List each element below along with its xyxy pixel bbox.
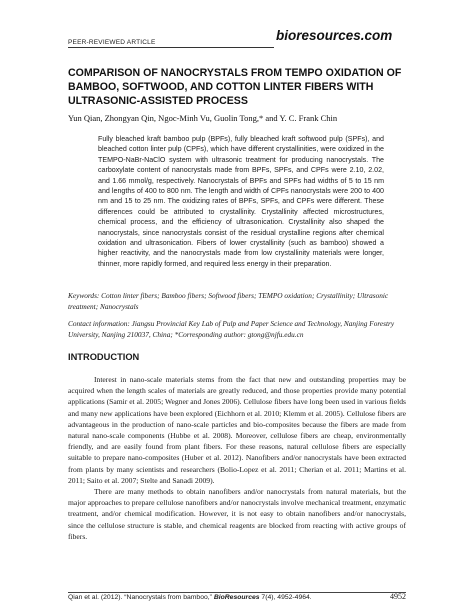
footer-citation	[68, 594, 312, 601]
journal-brand[interactable]: bioresources.com	[276, 28, 393, 43]
body-paragraph: Interest in nano-scale materials stems from the fact that new and outstanding properties may be acquired when the length scales of materials are greatly reduced, and those properties provide many potential applications (Samir et al. 2005; Wegner and Jones 2006). Cellulose fibers have long been used in various fields and many new applications have been explored (Eichhorn et al. 2010; Klemm et al. 2005). Cellulose fibers are advantageous in the production of nano-scale particles and bio-composites because the fibers are made from natural nano-scale components (Hubbe et al. 2008). Moreover, cellulose fibers are cheap, environmentally friendly, and are easily found from plant fibers. For these reasons, natural cellulose fibers are especially suitable to prepare nano-composites (Huber et al. 2012). Nanofibers and/or nanocrystals have been extracted from plants by many scientists and researchers (Bolio-Lopez et al. 2011; Cherian et al. 2011; Martins et al. 2011; Saito et al. 2007; Stelte and Sanadi 2009).	[68, 375, 406, 485]
journal-name: BioResources	[213, 594, 260, 601]
introduction-body	[68, 374, 406, 542]
header-rule	[68, 47, 274, 48]
page-number: 4952	[390, 592, 406, 601]
footer-rule	[68, 592, 406, 593]
keywords: Keywords: Cotton linter fibers; Bamboo fibers; Softwood fibers; TEMPO oxidation; Crystallinity; Ultrasonic treatment; Nanocrystals	[68, 291, 389, 311]
peer-reviewed-label: PEER-REVIEWED ARTICLE	[68, 39, 156, 46]
citation-prefix: Qian et al. (2012). “Nanocrystals from bamboo,”	[68, 594, 214, 601]
section-heading-introduction: INTRODUCTION	[68, 352, 140, 362]
citation-suffix: 7(4), 4952-4964.	[259, 594, 312, 601]
body-paragraph: There are many methods to obtain nanofibers and/or nanocrystals from natural materials, but the major approaches to prepare cellulose nanofibers and/or nanocrystals involve mechanical treatment, enzymatic treatment, and/or chemical modification. However, it is not easy to obtain nanofibers and/or nanocrystals, since the cellulose structure is stable, and chemical reagents are blocked from reacting with active groups of fibers.	[68, 487, 406, 541]
article-title: COMPARISON OF NANOCRYSTALS FROM TEMPO OXIDATION OF BAMBOO, SOFTWOOD, AND COTTON LINTER FIBERS WITH ULTRASONIC-ASSISTED PROCESS	[68, 67, 402, 107]
contact-information: Contact information: Jiangsu Provincial Key Lab of Pulp and Paper Science and Technology, Nanjing Forestry University, Nanjing 210037, China; *Corresponding author: gtong@njfu.edu.cn	[68, 319, 395, 339]
abstract: Fully bleached kraft bamboo pulp (BPFs), fully bleached kraft softwood pulp (SPFs), and bleached cotton linter pulp (CPFs), which have different crystallinities, were oxidized in the TEMPO-NaBr-NaClO system with ultrasonic treatment for producing nanocrystals. The carboxylate content of nanocrystals made from BPFs, SPFs, and CPFs were 2.10, 2.02, and 1.66 mmol/g, respectively. Nanocrystals of BPFs and SPFs had widths of 5 to 15 nm and lengths of 400 to 800 nm. The length and width of CPFs nanocrystals were 200 to 400 nm and 15 to 25 nm. The oxidizing rates of BPFs, SPFs, and CPFs were different. These differences could be attributed to crystallinity. Crystallinity affected microstructures, chemical process, and the efficiency of ultrasonication. Crystallinity also shaped the nanocrystals, since nanocrystals consist of the residual crystalline regions after chemical oxidation and ultrasonication. Fibers of lower crystallinity (such as bamboo) showed a higher reactivity, and the nanocrystals made from low crystallinity materials were longer, thinner, more rapidly formed, and required less energy in their preparation.	[98, 135, 384, 268]
author-list: Yun Qian, Zhongyan Qin, Ngoc-Minh Vu, Guolin Tong,* and Y. C. Frank Chin	[68, 113, 338, 123]
